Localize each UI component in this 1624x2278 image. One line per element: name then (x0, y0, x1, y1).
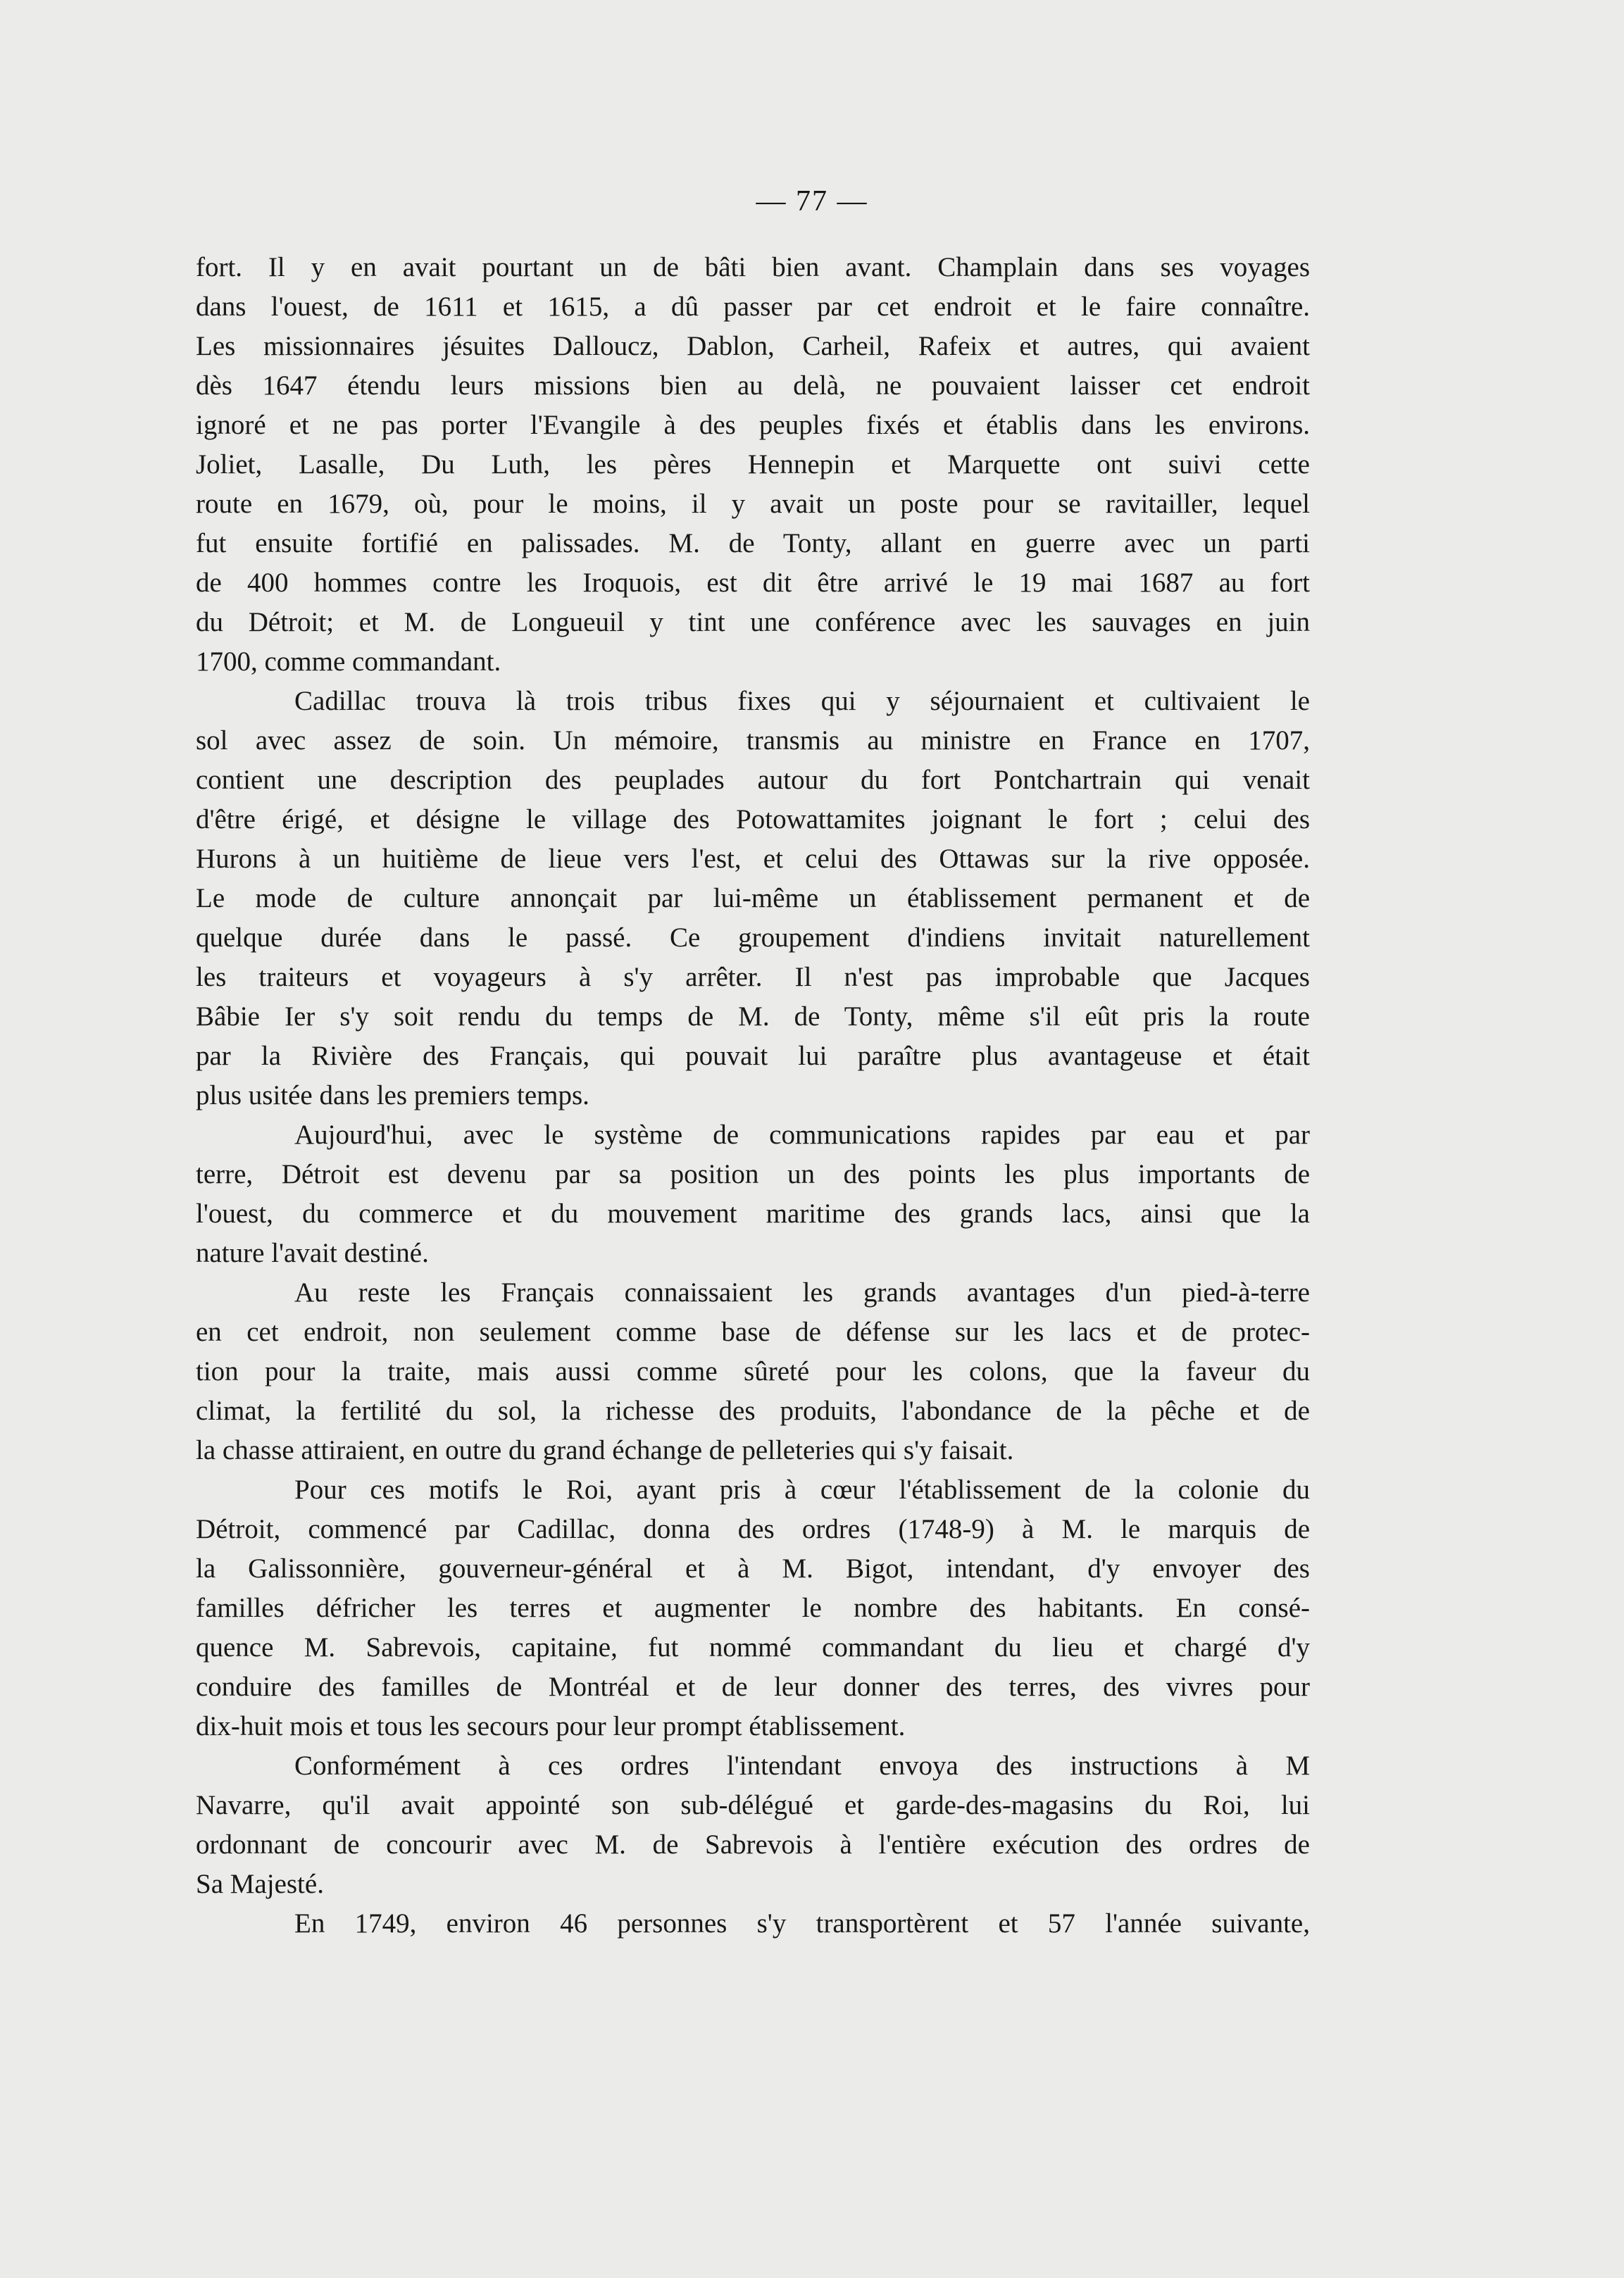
paragraph (196, 1904, 1310, 1944)
text-line: dès 1647 étendu leurs missions bien au delà, ne pouvaient laisser cet endroit (196, 370, 1310, 401)
text-line: la chasse attiraient, en outre du grand échange de pelleteries qui s'y faisait. (196, 1435, 1014, 1465)
text-line: fut ensuite fortifié en palissades. M. de Tonty, allant en guerre avec un parti (196, 528, 1310, 558)
paragraph (196, 1115, 1310, 1273)
text-line: d'être érigé, et désigne le village des Potowattamites joignant le fort ; celui des (196, 804, 1310, 834)
text-line: conduire des familles de Montréal et de leur donner des terres, des vivres pour (196, 1672, 1310, 1702)
text-line: Joliet, Lasalle, Du Luth, les pères Hennepin et Marquette ont suivi cette (196, 449, 1310, 480)
paragraph (196, 1746, 1310, 1904)
text-line: l'ouest, du commerce et du mouvement maritime des grands lacs, ainsi que la (196, 1199, 1310, 1229)
text-line: terre, Détroit est devenu par sa position un des points les plus importants de (196, 1159, 1310, 1189)
text-line: quence M. Sabrevois, capitaine, fut nommé commandant du lieu et chargé d'y (196, 1632, 1310, 1663)
text-line: familles défricher les terres et augmenter le nombre des habitants. En consé- (196, 1593, 1310, 1623)
text-line: plus usitée dans les premiers temps. (196, 1080, 589, 1110)
text-line: la Galissonnière, gouverneur-général et à M. Bigot, intendant, d'y envoyer des (196, 1553, 1310, 1584)
page-number: — 77 — (756, 185, 868, 218)
text-line: Au reste les Français connaissaient les grands avantages d'un pied-à-terre (294, 1277, 1310, 1308)
paragraph (196, 682, 1310, 1115)
text-line: sol avec assez de soin. Un mémoire, transmis au ministre en France en 1707, (196, 725, 1310, 756)
paragraph (196, 1273, 1310, 1470)
text-line: Détroit, commencé par Cadillac, donna des ordres (1748-9) à M. le marquis de (196, 1514, 1310, 1544)
text-line: Aujourd'hui, avec le système de communications rapides par eau et par (294, 1120, 1310, 1150)
text-line: dans l'ouest, de 1611 et 1615, a dû passer par cet endroit et le faire connaître. (196, 292, 1310, 322)
text-line: Bâbie Ier s'y soit rendu du temps de M. de Tonty, même s'il eût pris la route (196, 1001, 1310, 1032)
text-line: quelque durée dans le passé. Ce groupement d'indiens invitait naturellement (196, 922, 1310, 953)
text-line: fort. Il y en avait pourtant un de bâti bien avant. Champlain dans ses voyages (196, 252, 1310, 282)
text-line: Sa Majesté. (196, 1869, 324, 1899)
text-line: Hurons à un huitième de lieue vers l'est, et celui des Ottawas sur la rive opposée. (196, 844, 1310, 874)
paragraph (196, 1470, 1310, 1746)
text-line: les traiteurs et voyageurs à s'y arrêter. Il n'est pas improbable que Jacques (196, 962, 1310, 992)
text-line: ignoré et ne pas porter l'Evangile à des peuples fixés et établis dans les environs. (196, 410, 1310, 440)
text-line: En 1749, environ 46 personnes s'y transportèrent et 57 l'année suivante, (294, 1908, 1310, 1939)
body-text (196, 248, 1310, 1944)
text-line: Pour ces motifs le Roi, ayant pris à cœur l'établissement de la colonie du (294, 1475, 1310, 1505)
text-line: par la Rivière des Français, qui pouvait lui paraître plus avantageuse et était (196, 1041, 1310, 1071)
text-line: route en 1679, où, pour le moins, il y avait un poste pour se ravitailler, lequel (196, 489, 1310, 519)
text-line: Le mode de culture annonçait par lui-même un établissement permanent et de (196, 883, 1310, 913)
text-line: Cadillac trouva là trois tribus fixes qui y séjournaient et cultivaient le (294, 686, 1310, 716)
text-line: du Détroit; et M. de Longueuil y tint une conférence avec les sauvages en juin (196, 607, 1310, 637)
paragraph (196, 248, 1310, 682)
text-line: contient une description des peuplades autour du fort Pontchartrain qui venait (196, 765, 1310, 795)
text-line: 1700, comme commandant. (196, 646, 501, 677)
text-line: en cet endroit, non seulement comme base de défense sur les lacs et de protec- (196, 1317, 1310, 1347)
text-line: Navarre, qu'il avait appointé son sub-délégué et garde-des-magasins du Roi, lui (196, 1790, 1310, 1820)
text-line: Les missionnaires jésuites Dalloucz, Dablon, Carheil, Rafeix et autres, qui avaient (196, 331, 1310, 361)
text-line: tion pour la traite, mais aussi comme sûreté pour les colons, que la faveur du (196, 1356, 1310, 1387)
text-line: dix-huit mois et tous les secours pour leur prompt établissement. (196, 1711, 906, 1741)
text-line: climat, la fertilité du sol, la richesse des produits, l'abondance de la pêche et de (196, 1396, 1310, 1426)
text-line: nature l'avait destiné. (196, 1238, 429, 1268)
text-line: de 400 hommes contre les Iroquois, est dit être arrivé le 19 mai 1687 au fort (196, 568, 1310, 598)
text-line: Conformément à ces ordres l'intendant envoya des instructions à M (294, 1751, 1310, 1781)
text-line: ordonnant de concourir avec M. de Sabrevois à l'entière exécution des ordres de (196, 1829, 1310, 1860)
